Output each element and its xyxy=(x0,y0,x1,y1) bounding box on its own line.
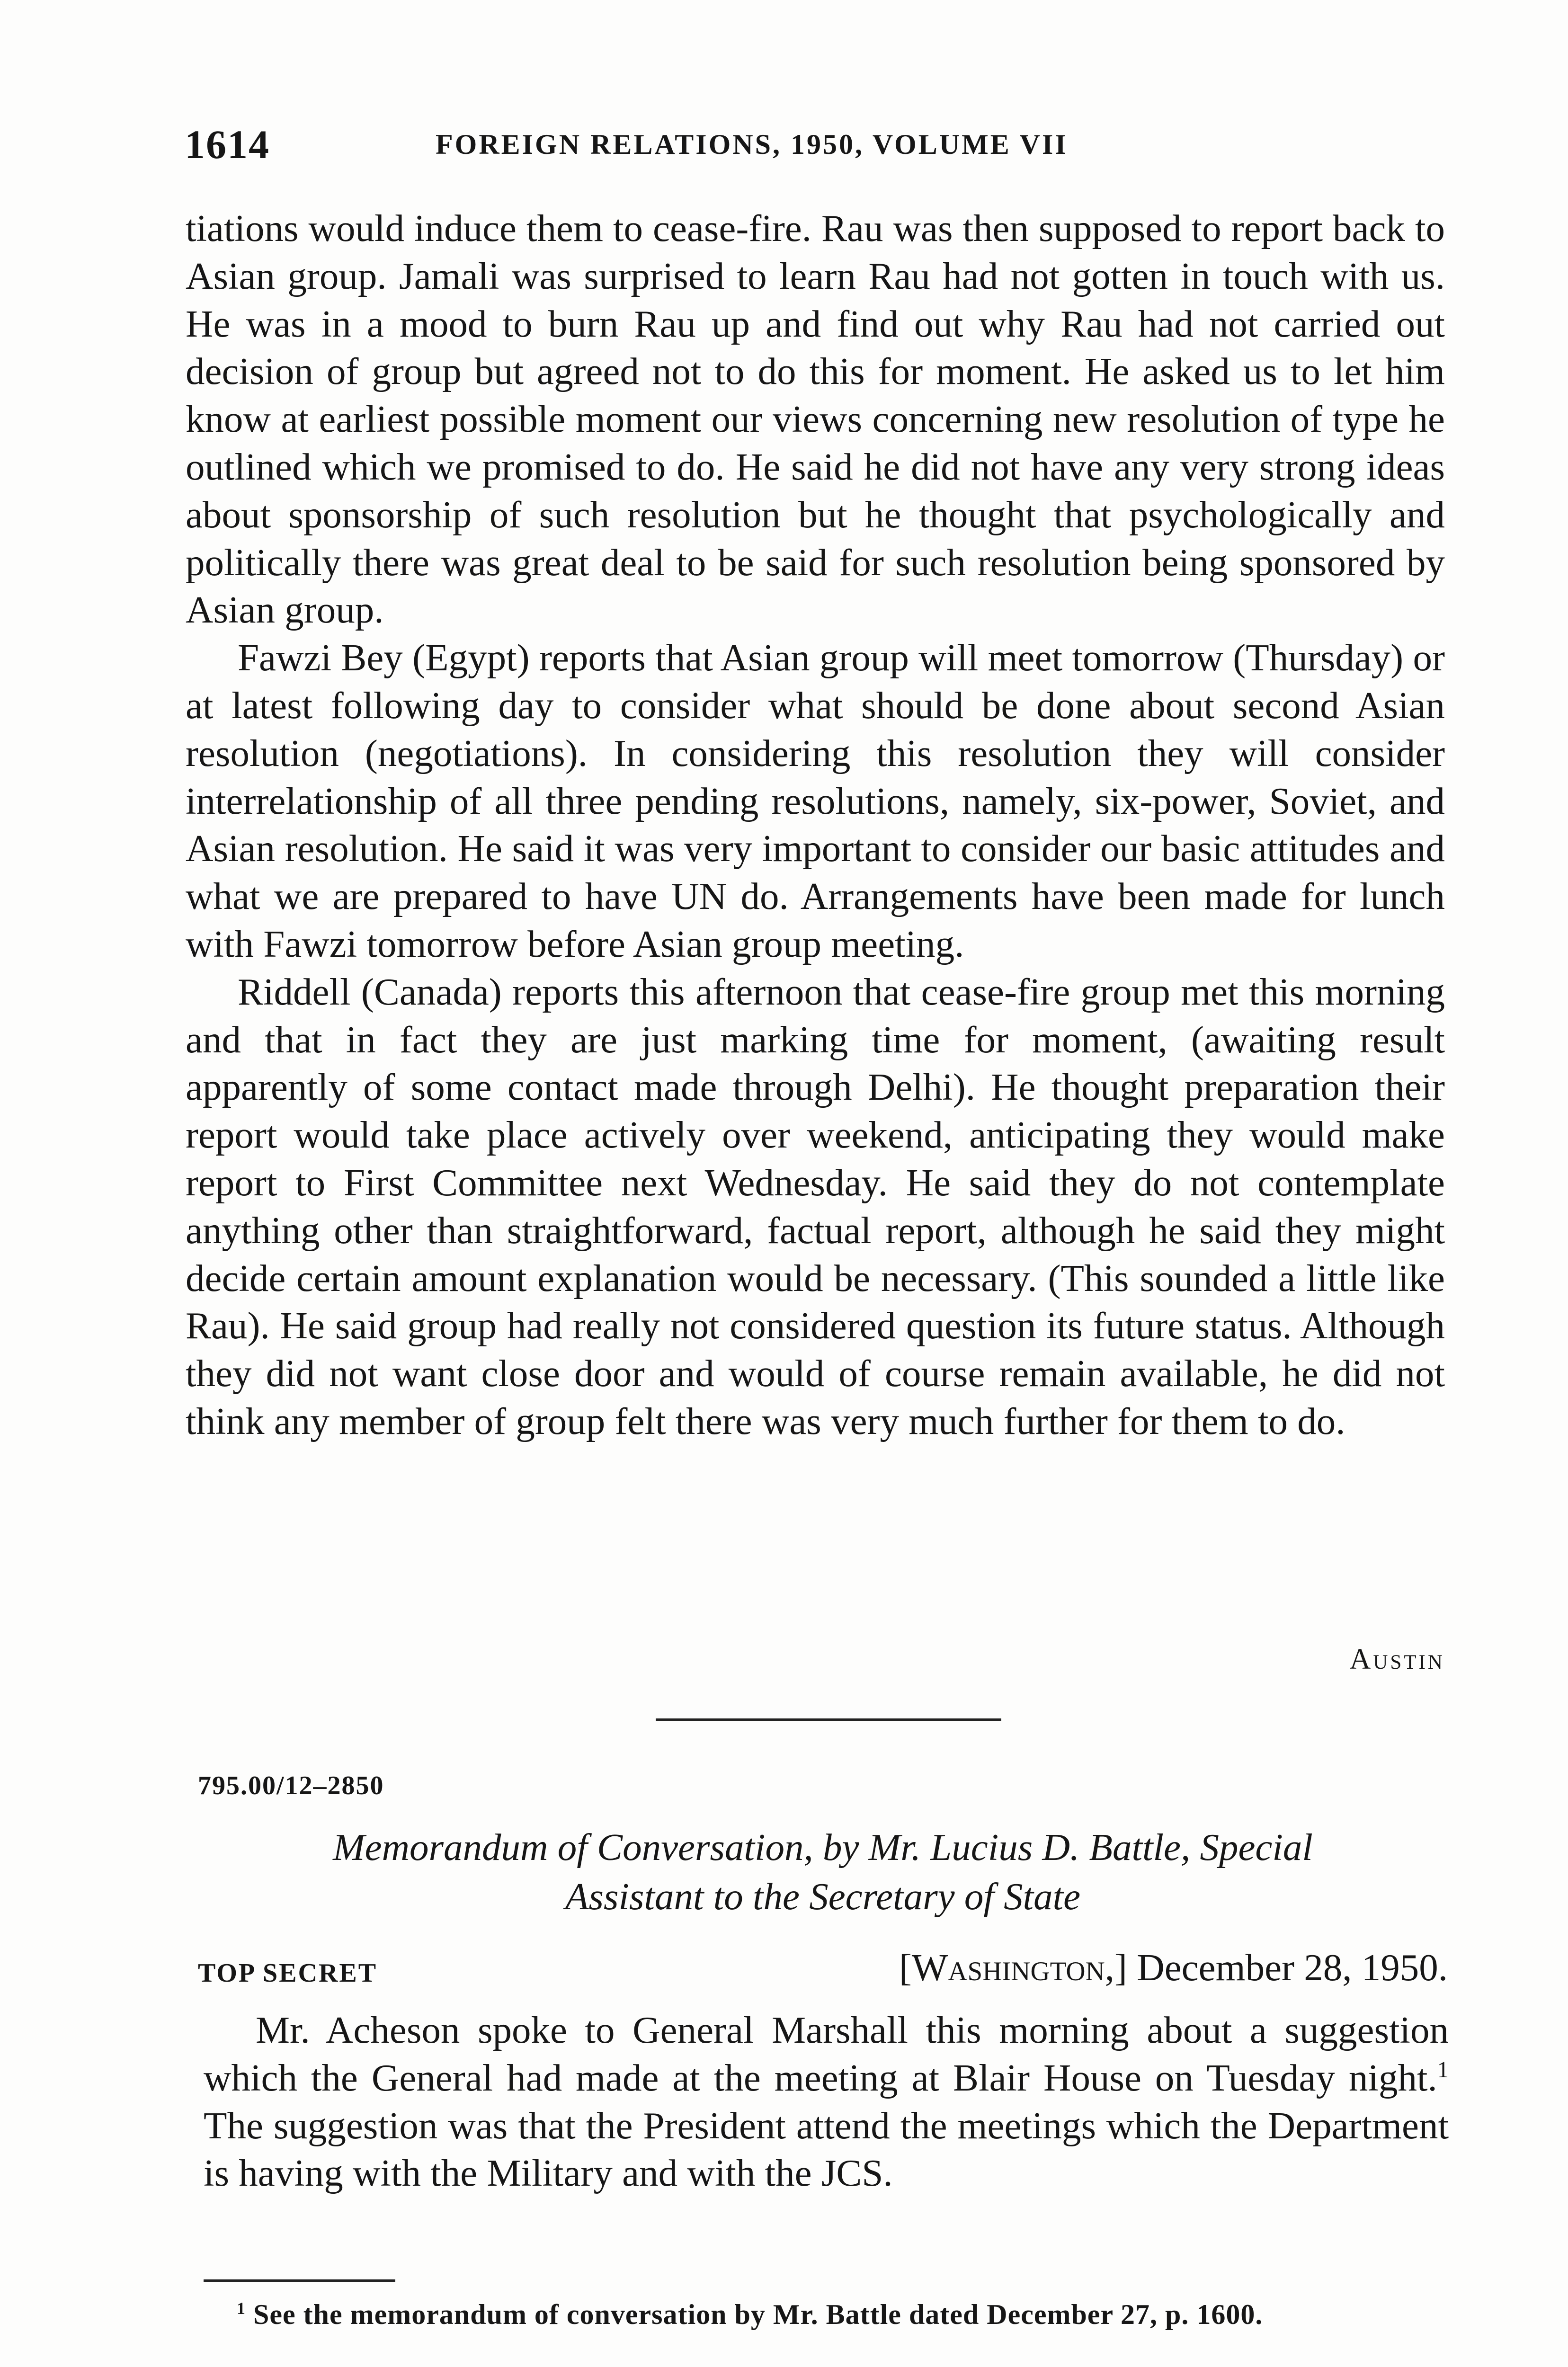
document-date: December 28, 1950. xyxy=(1137,1946,1448,1989)
place-name: [Washington,] xyxy=(899,1946,1127,1989)
running-title: FOREIGN RELATIONS, 1950, VOLUME VII xyxy=(436,129,1068,160)
footnote-divider xyxy=(204,2279,395,2282)
paragraph: tiations would induce them to cease-fire. Rau was then supposed to report back to Asian group. Jamali was surprised to learn Rau had not gotten in touch with us. He was in a mood to burn Rau up and find out why Rau had not carried out decision of group but agreed not to do this for moment. He asked us to let him know at earliest possible moment our views concerning new resolution of type he outlined which we promised to do. He said he did not have any very strong ideas about sponsorship of such resolution but he thought that psychologically and politically there was great deal to be said for such resolution being sponsored by Asian group. xyxy=(186,207,1445,632)
page-number: 1614 xyxy=(185,122,270,167)
document-title-line: Memorandum of Conversation, by Mr. Lucius D. Battle, Special xyxy=(333,1826,1313,1869)
memorandum-body xyxy=(204,2006,1449,2197)
document-title-line: Assistant to the Secretary of State xyxy=(565,1875,1081,1918)
section-divider xyxy=(656,1718,1001,1721)
running-head xyxy=(185,121,1449,173)
footnote-marker: 1 xyxy=(237,2299,246,2318)
paragraph-text: Mr. Acheson spoke to General Marshall this morning about a suggestion which the General had made at the meeting at Blair House on Tuesday night. xyxy=(204,2009,1449,2099)
telegram-continuation xyxy=(186,205,1445,1445)
paragraph: Fawzi Bey (Egypt) reports that Asian group will meet tomorrow (Thursday) or at latest following day to consider what should be done about second Asian resolution (negotiations). In considering this resolution they will consider interrelationship of all three pending resolutions, namely, six-power, Soviet, and Asian resolution. He said it was very important to consider our basic attitudes and what we are prepared to have UN do. Arrangements have been made for lunch with Fawzi tomorrow before Asian group meeting. xyxy=(186,636,1445,965)
paragraph: Riddell (Canada) reports this afternoon that cease-fire group met this morning and that in fact they are just marking time for moment, (awaiting result apparently of some contact made through Delhi). He thought preparation their report would take place actively over weekend, anticipating they would make report to First Committee next Wednesday. He said they do not contemplate anything other than straightforward, factual report, although he said they might decide certain amount explanation would be necessary. (This sounded a little like Rau). He said group had really not considered question its future status. Although they did not want close door and would of course remain available, he did not think any member of group felt there was very much further for them to do. xyxy=(186,970,1445,1442)
paragraph xyxy=(204,2006,1449,2197)
classification-label: TOP SECRET xyxy=(198,1958,378,1988)
footnote-text: See the memorandum of conversation by Mr. Battle dated December 27, p. 1600. xyxy=(253,2299,1263,2330)
document-meta xyxy=(198,1946,1448,1993)
footnote xyxy=(204,2296,1449,2333)
paragraph-text: The suggestion was that the President attend the meetings which the Department is having with the Military and with the JCS. xyxy=(204,2104,1449,2195)
file-number: 795.00/12–2850 xyxy=(198,1771,384,1800)
footnote-reference: 1 xyxy=(1437,2056,1449,2082)
dateline xyxy=(899,1946,1448,1990)
document-title xyxy=(198,1823,1448,1921)
signature: Austin xyxy=(1349,1643,1445,1675)
